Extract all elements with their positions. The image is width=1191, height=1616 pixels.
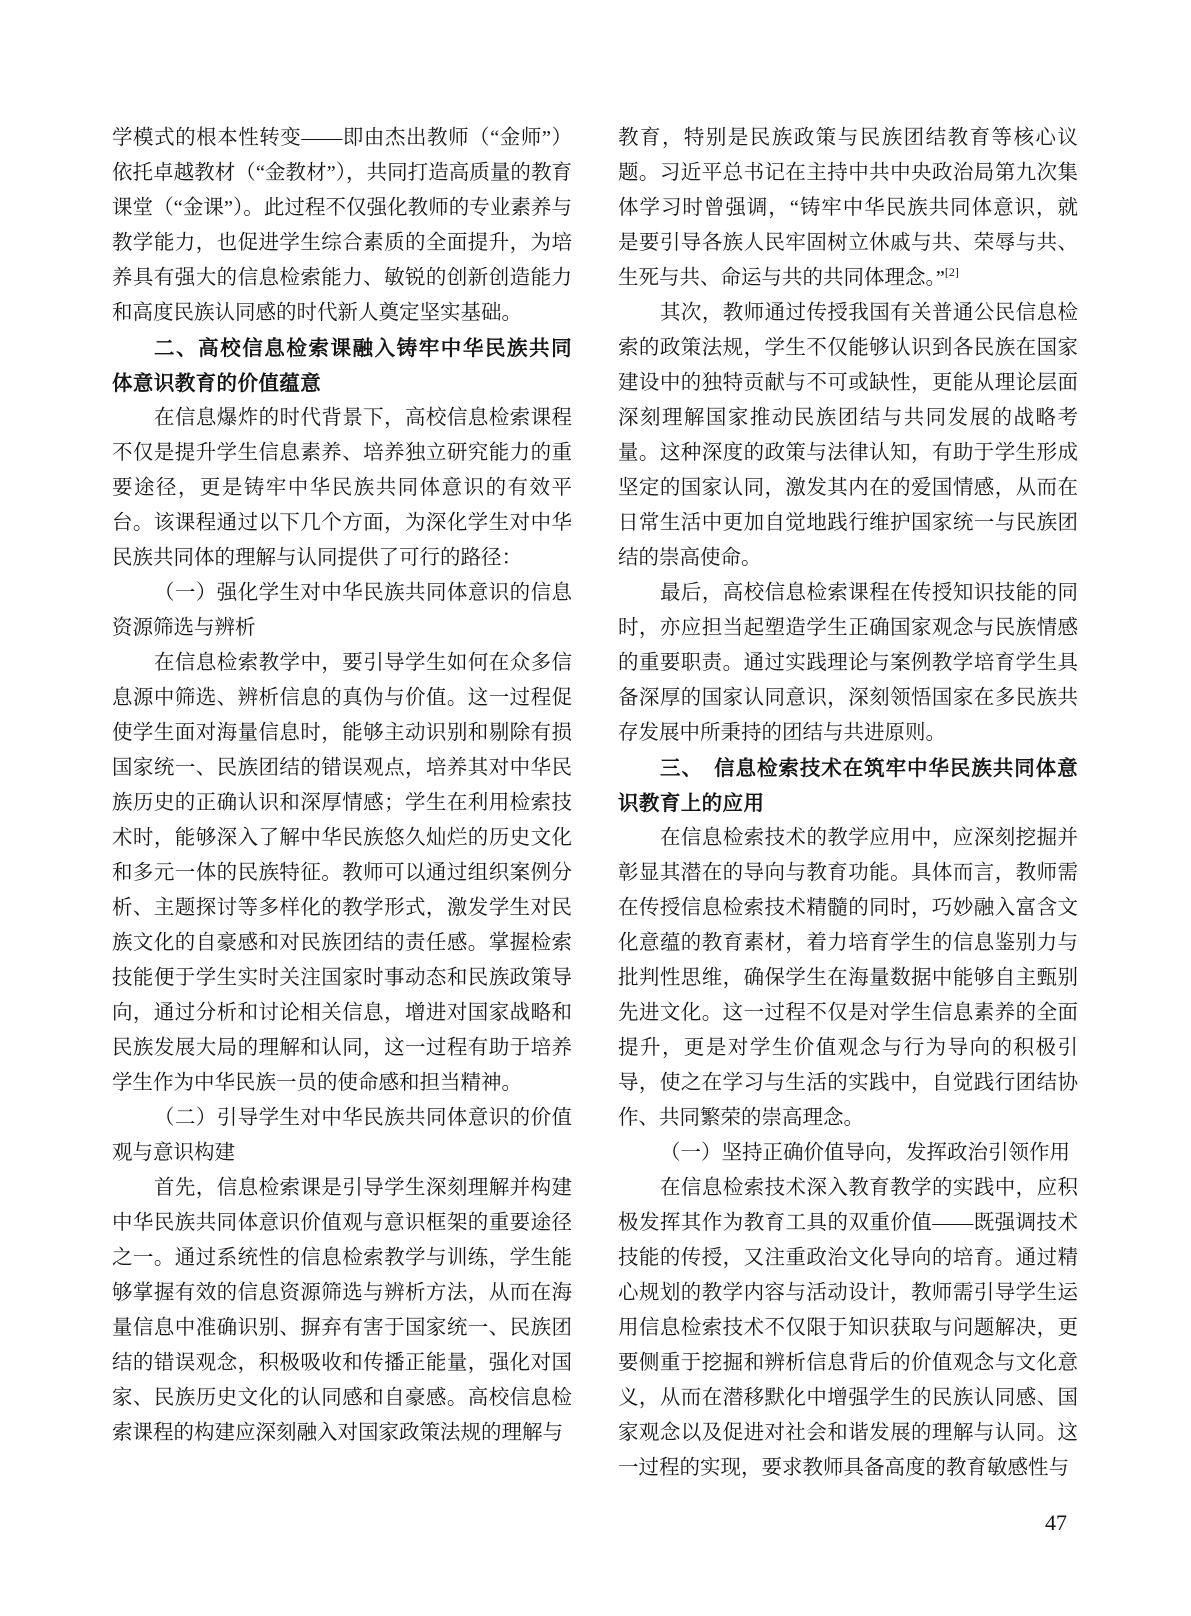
body-paragraph: 最后，高校信息检索课程在传授知识技能的同时，亦应担当起塑造学生正确国家观念与民族情感的重要职责。通过实践理论与案例教学培育学生具备深厚的国家认同意识，深刻领悟国家在多民族共存发展中所秉持的团结与共进原则。 <box>618 582 1078 744</box>
section-heading-3: 三、 信息检索技术在筑牢中华民族共同体意识教育上的应用 <box>618 757 1078 815</box>
right-column <box>618 121 1078 1486</box>
subsection-heading-1: （一）坚持正确价值导向，发挥政治引领作用 <box>660 1142 1071 1164</box>
body-paragraph: 在信息检索技术的教学应用中，应深刻挖掘并彰显其潜在的导向与教育功能。具体而言，教师需在传授信息检索技术精髓的同时，巧妙融入富含文化意蕴的教育素材，着力培育学生的信息鉴别力与批判性思维，确保学生在海量数据中能够自主甄别先进文化。这一过程不仅是对学生信息素养的全面提升，更是对学生价值观念与行为导向的积极引导，使之在学习与生活的实践中，自觉践行团结协作、共同繁荣的崇高理念。 <box>618 827 1078 1129</box>
subsection-heading-1: （一）强化学生对中华民族共同体意识的信息资源筛选与辨析 <box>112 582 572 639</box>
body-paragraph: 在信息检索技术深入教育教学的实践中，应积极发挥其作为教育工具的双重价值——既强调技术技能的传授，又注重政治文化导向的培育。通过精心规划的教学内容与活动设计，教师需引导学生运用信息检索技术不仅限于知识获取与问题解决，更要侧重于挖掘和辨析信息背后的价值观念与文化意义，从而在潜移默化中增强学生的民族认同感、国家观念以及促进对社会和谐发展的理解与认同。这一过程的实现，要求教师具备高度的教育敏感性与 <box>618 1177 1078 1479</box>
body-paragraph <box>618 121 1078 296</box>
paragraph-text: 教育，特别是民族政策与民族团结教育等核心议题。习近平总书记在主持中共中央政治局第九次集体学习时曾强调，“铸牢中华民族共同体意识，就是要引导各族人民牢固树立休戚与共、荣辱与共、生死与共、命运与共的共同体理念。” <box>618 127 1078 289</box>
left-column <box>112 121 572 1486</box>
page-number: 47 <box>1045 1510 1067 1535</box>
body-paragraph: 在信息爆炸的时代背景下，高校信息检索课程不仅是提升学生信息素养、培养独立研究能力的重要途径，更是铸牢中华民族共同体意识的有效平台。该课程通过以下几个方面，为深化学生对中华民族共同体的理解与认同提供了可行的路径： <box>112 407 572 569</box>
body-paragraph: 在信息检索教学中，要引导学生如何在众多信息源中筛选、辨析信息的真伪与价值。这一过程促使学生面对海量信息时，能够主动识别和剔除有损国家统一、民族团结的错误观点，培养其对中华民族历史的正确认识和深厚情感；学生在利用检索技术时，能够深入了解中华民族悠久灿烂的历史文化和多元一体的民族特征。教师可以通过组织案例分析、主题探讨等多样化的教学形式，激发学生对民族文化的自豪感和对民族团结的责任感。掌握检索技能便于学生实时关注国家时事动态和民族政策导向，通过分析和讨论相关信息，增进对国家战略和民族发展大局的理解和认同，这一过程有助于培养学生作为中华民族一员的使命感和担当精神。 <box>112 652 572 1094</box>
section-heading-2: 二、高校信息检索课融入铸牢中华民族共同体意识教育的价值蕴意 <box>112 337 572 395</box>
body-paragraph: 其次，教师通过传授我国有关普通公民信息检索的政策法规，学生不仅能够认识到各民族在国家建设中的独特贡献与不可或缺性，更能从理论层面深刻理解国家推动民族团结与共同发展的战略考量。这种深度的政策与法律认知，有助于学生形成坚定的国家认同，激发其内在的爱国情感，从而在日常生活中更加自觉地践行维护国家统一与民族团结的崇高使命。 <box>618 302 1078 569</box>
two-column-text-block <box>112 121 1078 1486</box>
subsection-heading-2: （二）引导学生对中华民族共同体意识的价值观与意识构建 <box>112 1107 572 1164</box>
body-paragraph: 学模式的根本性转变——即由杰出教师（“金师”）依托卓越教材（“金教材”），共同打造高质量的教育课堂（“金课”）。此过程不仅强化教师的专业素养与教学能力，也促进学生综合素质的全面提升，为培养具有强大的信息检索能力、敏锐的创新创造能力和高度民族认同感的时代新人奠定坚实基础。 <box>112 127 572 324</box>
citation-marker: [2] <box>944 265 959 280</box>
body-paragraph: 首先，信息检索课是引导学生深刻理解并构建中华民族共同体意识价值观与意识框架的重要途径之一。通过系统性的信息检索教学与训练，学生能够掌握有效的信息资源筛选与辨析方法，从而在海量信息中准确识别、摒弃有害于国家统一、民族团结的错误观念，积极吸收和传播正能量，强化对国家、民族历史文化的认同感和自豪感。高校信息检索课程的构建应深刻融入对国家政策法规的理解与 <box>112 1177 572 1444</box>
